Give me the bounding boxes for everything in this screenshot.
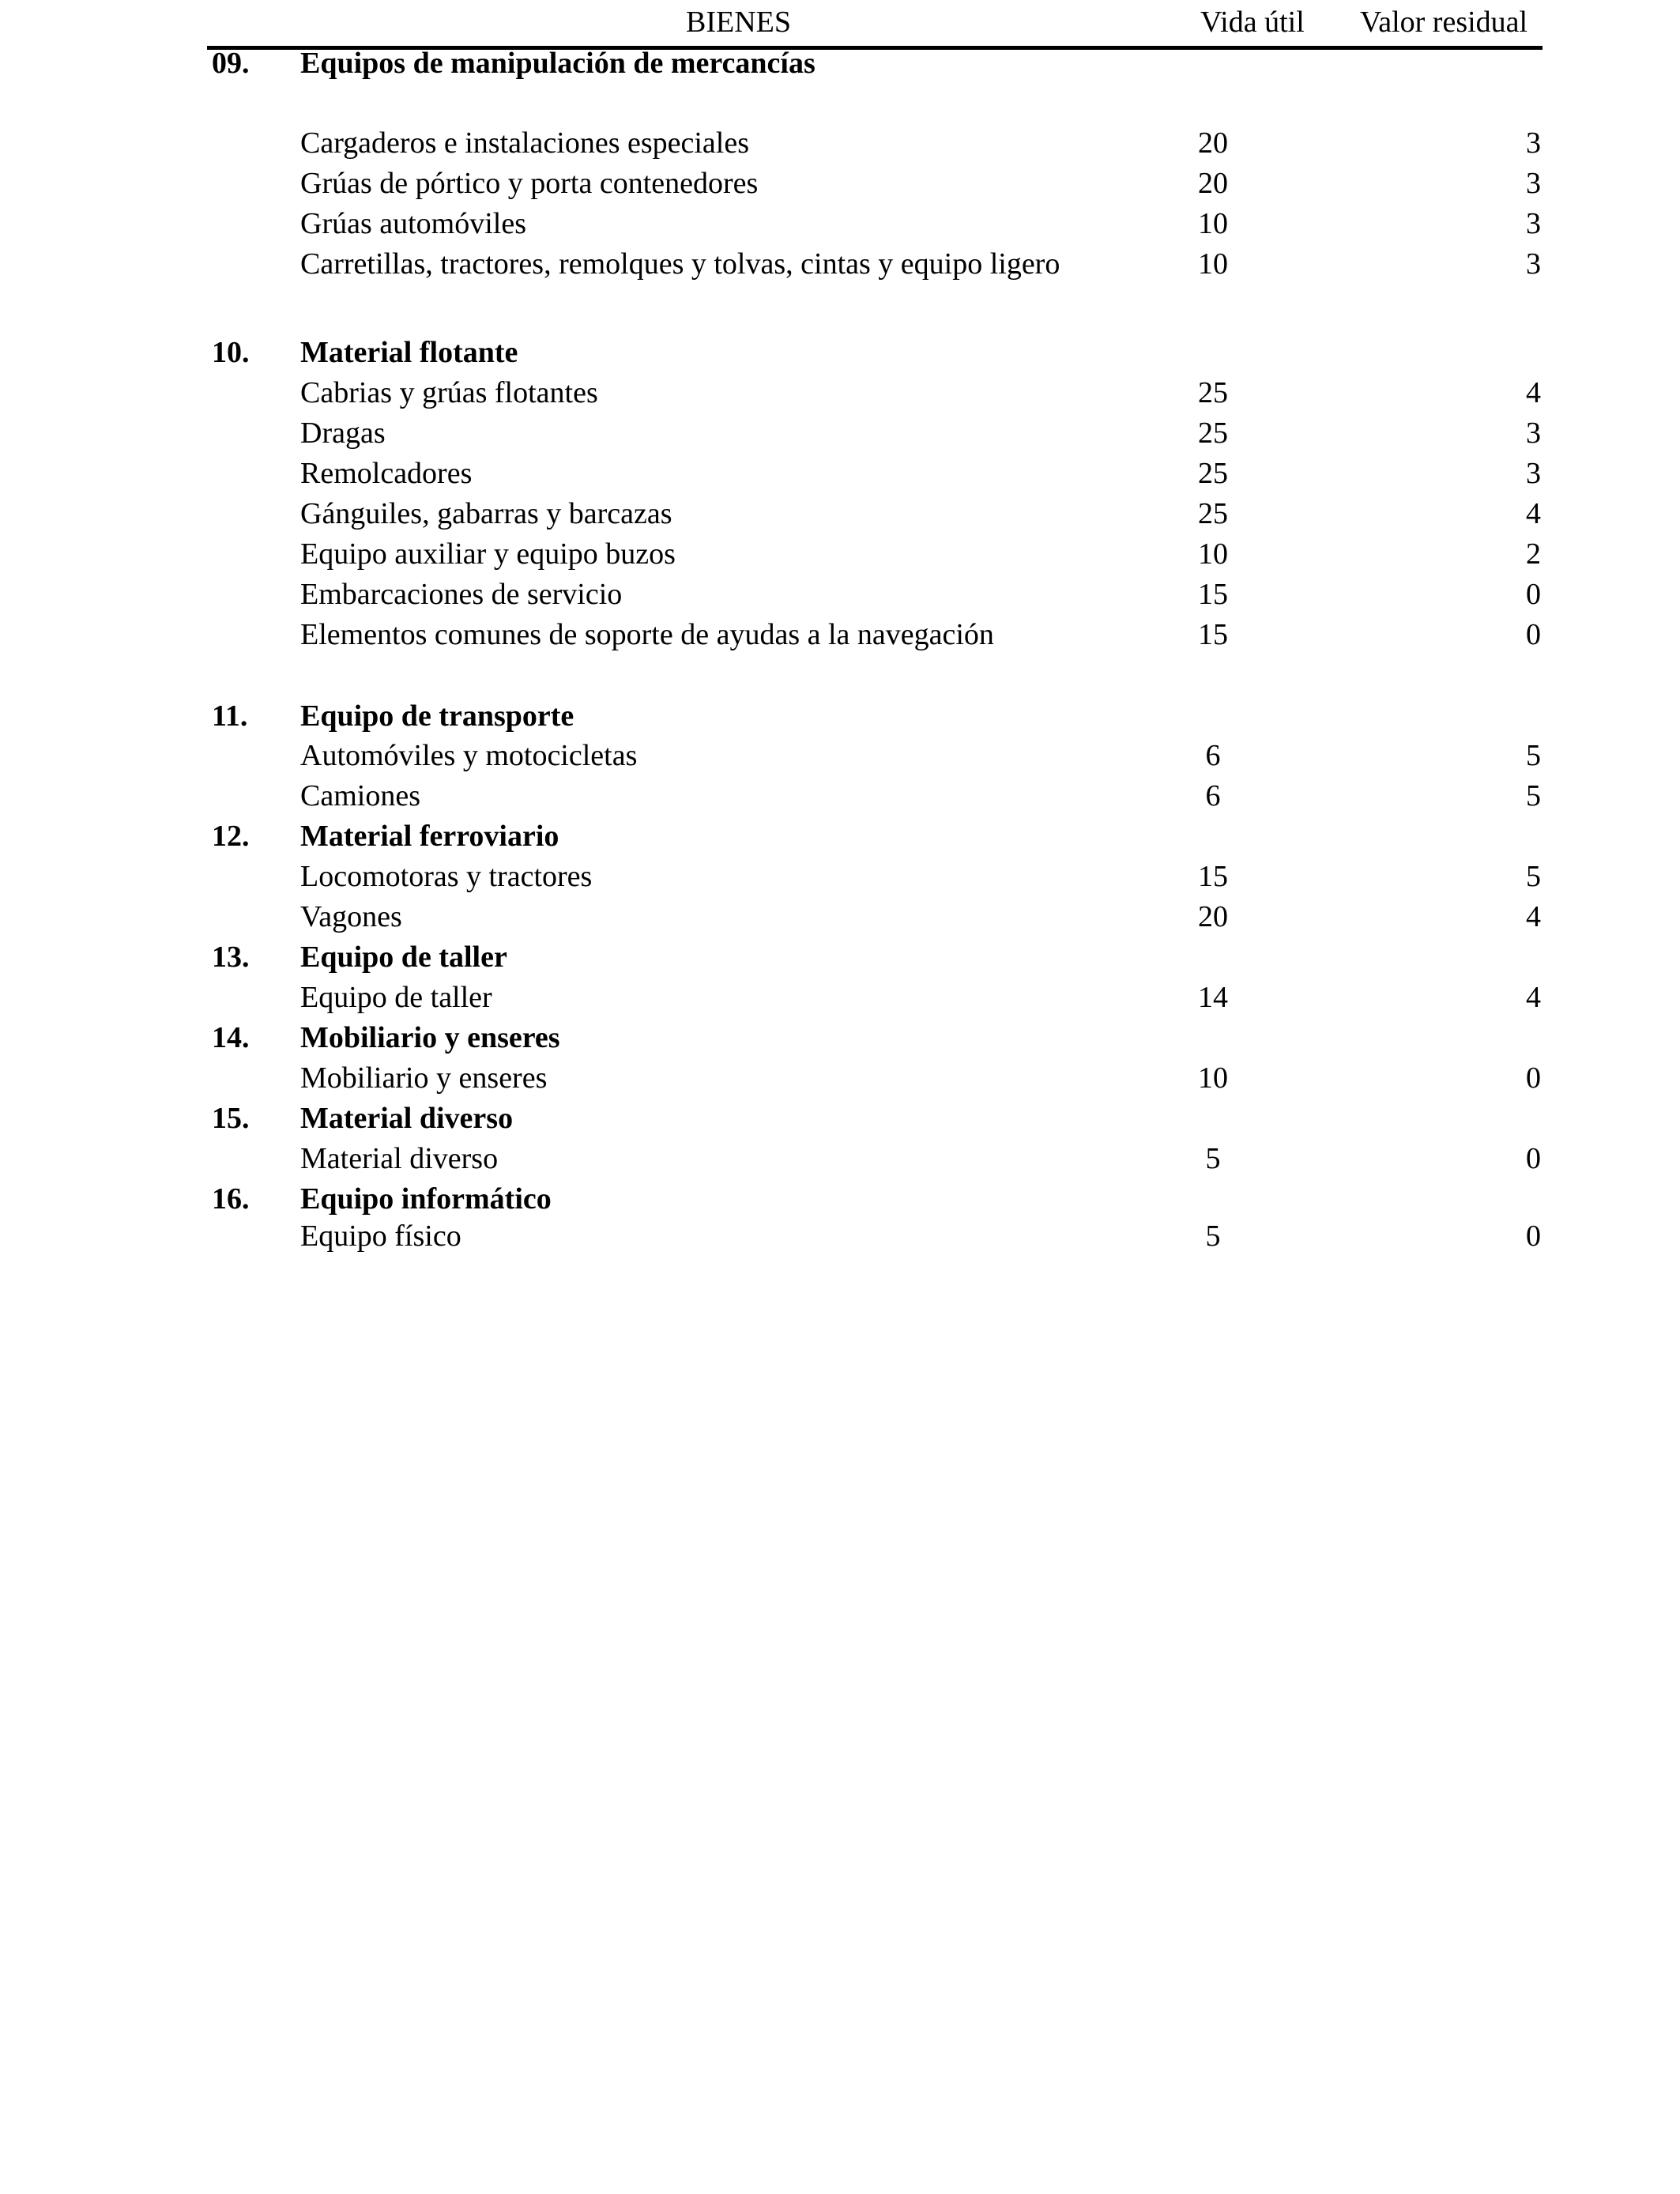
table-row xyxy=(0,164,1680,203)
item-vida-util: 15 xyxy=(1198,618,1228,651)
item-vida-util: 20 xyxy=(1198,126,1228,160)
table-row xyxy=(0,204,1680,243)
table-row xyxy=(0,776,1680,816)
item-valor-residual: 3 xyxy=(1526,167,1541,200)
item-valor-residual: 5 xyxy=(1526,779,1541,812)
item-label: Equipo de taller xyxy=(300,981,492,1014)
item-valor-residual: 3 xyxy=(1526,126,1541,160)
item-label: Automóviles y motocicletas xyxy=(300,739,638,772)
item-valor-residual: 3 xyxy=(1526,417,1541,450)
item-valor-residual: 2 xyxy=(1526,537,1541,571)
table-row xyxy=(0,244,1680,284)
item-valor-residual: 3 xyxy=(1526,247,1541,281)
item-label: Material diverso xyxy=(300,1142,499,1175)
item-valor-residual: 0 xyxy=(1526,618,1541,651)
section-title: Equipos de manipulación de mercancías xyxy=(300,47,816,80)
section-number: 15. xyxy=(212,1102,250,1135)
section-heading xyxy=(0,333,1680,372)
item-label: Equipo físico xyxy=(300,1220,461,1253)
item-valor-residual: 5 xyxy=(1526,739,1541,772)
table-row xyxy=(0,857,1680,896)
section-title: Equipo de taller xyxy=(300,941,507,974)
section-heading xyxy=(0,1179,1680,1219)
section-title: Equipo de transporte xyxy=(300,699,574,733)
item-valor-residual: 3 xyxy=(1526,457,1541,490)
section-title: Mobiliario y enseres xyxy=(300,1021,560,1054)
item-valor-residual: 4 xyxy=(1526,497,1541,530)
item-valor-residual: 4 xyxy=(1526,900,1541,933)
table-row xyxy=(0,123,1680,163)
section-number: 10. xyxy=(212,336,250,369)
section-title: Material ferroviario xyxy=(300,820,559,853)
table-row xyxy=(0,575,1680,614)
section-title: Material diverso xyxy=(300,1102,514,1135)
item-label: Camiones xyxy=(300,779,420,812)
item-vida-util: 6 xyxy=(1205,779,1221,812)
item-label: Elementos comunes de soporte de ayudas a la navegación xyxy=(300,618,994,651)
item-valor-residual: 0 xyxy=(1526,578,1541,611)
item-vida-util: 15 xyxy=(1198,578,1228,611)
table-row xyxy=(0,1139,1680,1178)
item-label: Grúas de pórtico y porta contenedores xyxy=(300,167,759,200)
item-valor-residual: 0 xyxy=(1526,1061,1541,1095)
table-row xyxy=(0,1216,1680,1256)
item-vida-util: 20 xyxy=(1198,167,1228,200)
item-vida-util: 5 xyxy=(1205,1220,1221,1253)
item-vida-util: 10 xyxy=(1198,1061,1228,1095)
item-label: Remolcadores xyxy=(300,457,473,490)
item-label: Vagones xyxy=(300,900,402,933)
table-row xyxy=(0,736,1680,775)
item-label: Mobiliario y enseres xyxy=(300,1061,548,1095)
section-heading xyxy=(0,1099,1680,1138)
item-label: Equipo auxiliar y equipo buzos xyxy=(300,537,676,571)
table-row xyxy=(0,494,1680,533)
item-vida-util: 10 xyxy=(1198,247,1228,281)
table-row xyxy=(0,615,1680,654)
item-label: Cabrias y grúas flotantes xyxy=(300,376,598,409)
table-row xyxy=(0,373,1680,413)
item-valor-residual: 0 xyxy=(1526,1220,1541,1253)
item-label: Locomotoras y tractores xyxy=(300,860,593,893)
section-number: 11. xyxy=(212,699,248,733)
section-number: 09. xyxy=(212,47,250,80)
item-label: Embarcaciones de servicio xyxy=(300,578,623,611)
table-row xyxy=(0,534,1680,574)
header-valor-residual: Valor residual xyxy=(1360,6,1528,39)
section-number: 16. xyxy=(212,1182,250,1216)
item-vida-util: 25 xyxy=(1198,457,1228,490)
table-row xyxy=(0,1058,1680,1098)
section-heading xyxy=(0,1018,1680,1057)
section-number: 12. xyxy=(212,820,250,853)
section-title: Material flotante xyxy=(300,336,518,369)
item-valor-residual: 5 xyxy=(1526,860,1541,893)
table-header xyxy=(207,0,1543,50)
item-label: Grúas automóviles xyxy=(300,207,527,240)
item-vida-util: 20 xyxy=(1198,900,1228,933)
header-bienes: BIENES xyxy=(686,6,791,39)
item-vida-util: 15 xyxy=(1198,860,1228,893)
item-vida-util: 10 xyxy=(1198,537,1228,571)
item-label: Carretillas, tractores, remolques y tolvas, cintas y equipo ligero xyxy=(300,247,1060,281)
table-row xyxy=(0,978,1680,1017)
item-vida-util: 10 xyxy=(1198,207,1228,240)
section-heading xyxy=(0,696,1680,736)
item-label: Gánguiles, gabarras y barcazas xyxy=(300,497,672,530)
section-number: 13. xyxy=(212,941,250,974)
item-vida-util: 25 xyxy=(1198,497,1228,530)
item-label: Cargaderos e instalaciones especiales xyxy=(300,126,750,160)
table-row xyxy=(0,897,1680,937)
section-heading xyxy=(0,937,1680,977)
section-title: Equipo informático xyxy=(300,1182,552,1216)
item-vida-util: 25 xyxy=(1198,376,1228,409)
header-vida-util: Vida útil xyxy=(1200,6,1305,39)
table-row xyxy=(0,413,1680,453)
item-vida-util: 5 xyxy=(1205,1142,1221,1175)
section-heading xyxy=(0,816,1680,856)
item-vida-util: 6 xyxy=(1205,739,1221,772)
section-number: 14. xyxy=(212,1021,250,1054)
table-row xyxy=(0,454,1680,493)
section-heading xyxy=(0,43,1680,83)
item-vida-util: 25 xyxy=(1198,417,1228,450)
item-valor-residual: 4 xyxy=(1526,981,1541,1014)
item-label: Dragas xyxy=(300,417,386,450)
item-valor-residual: 3 xyxy=(1526,207,1541,240)
item-vida-util: 14 xyxy=(1198,981,1228,1014)
item-valor-residual: 4 xyxy=(1526,376,1541,409)
item-valor-residual: 0 xyxy=(1526,1142,1541,1175)
